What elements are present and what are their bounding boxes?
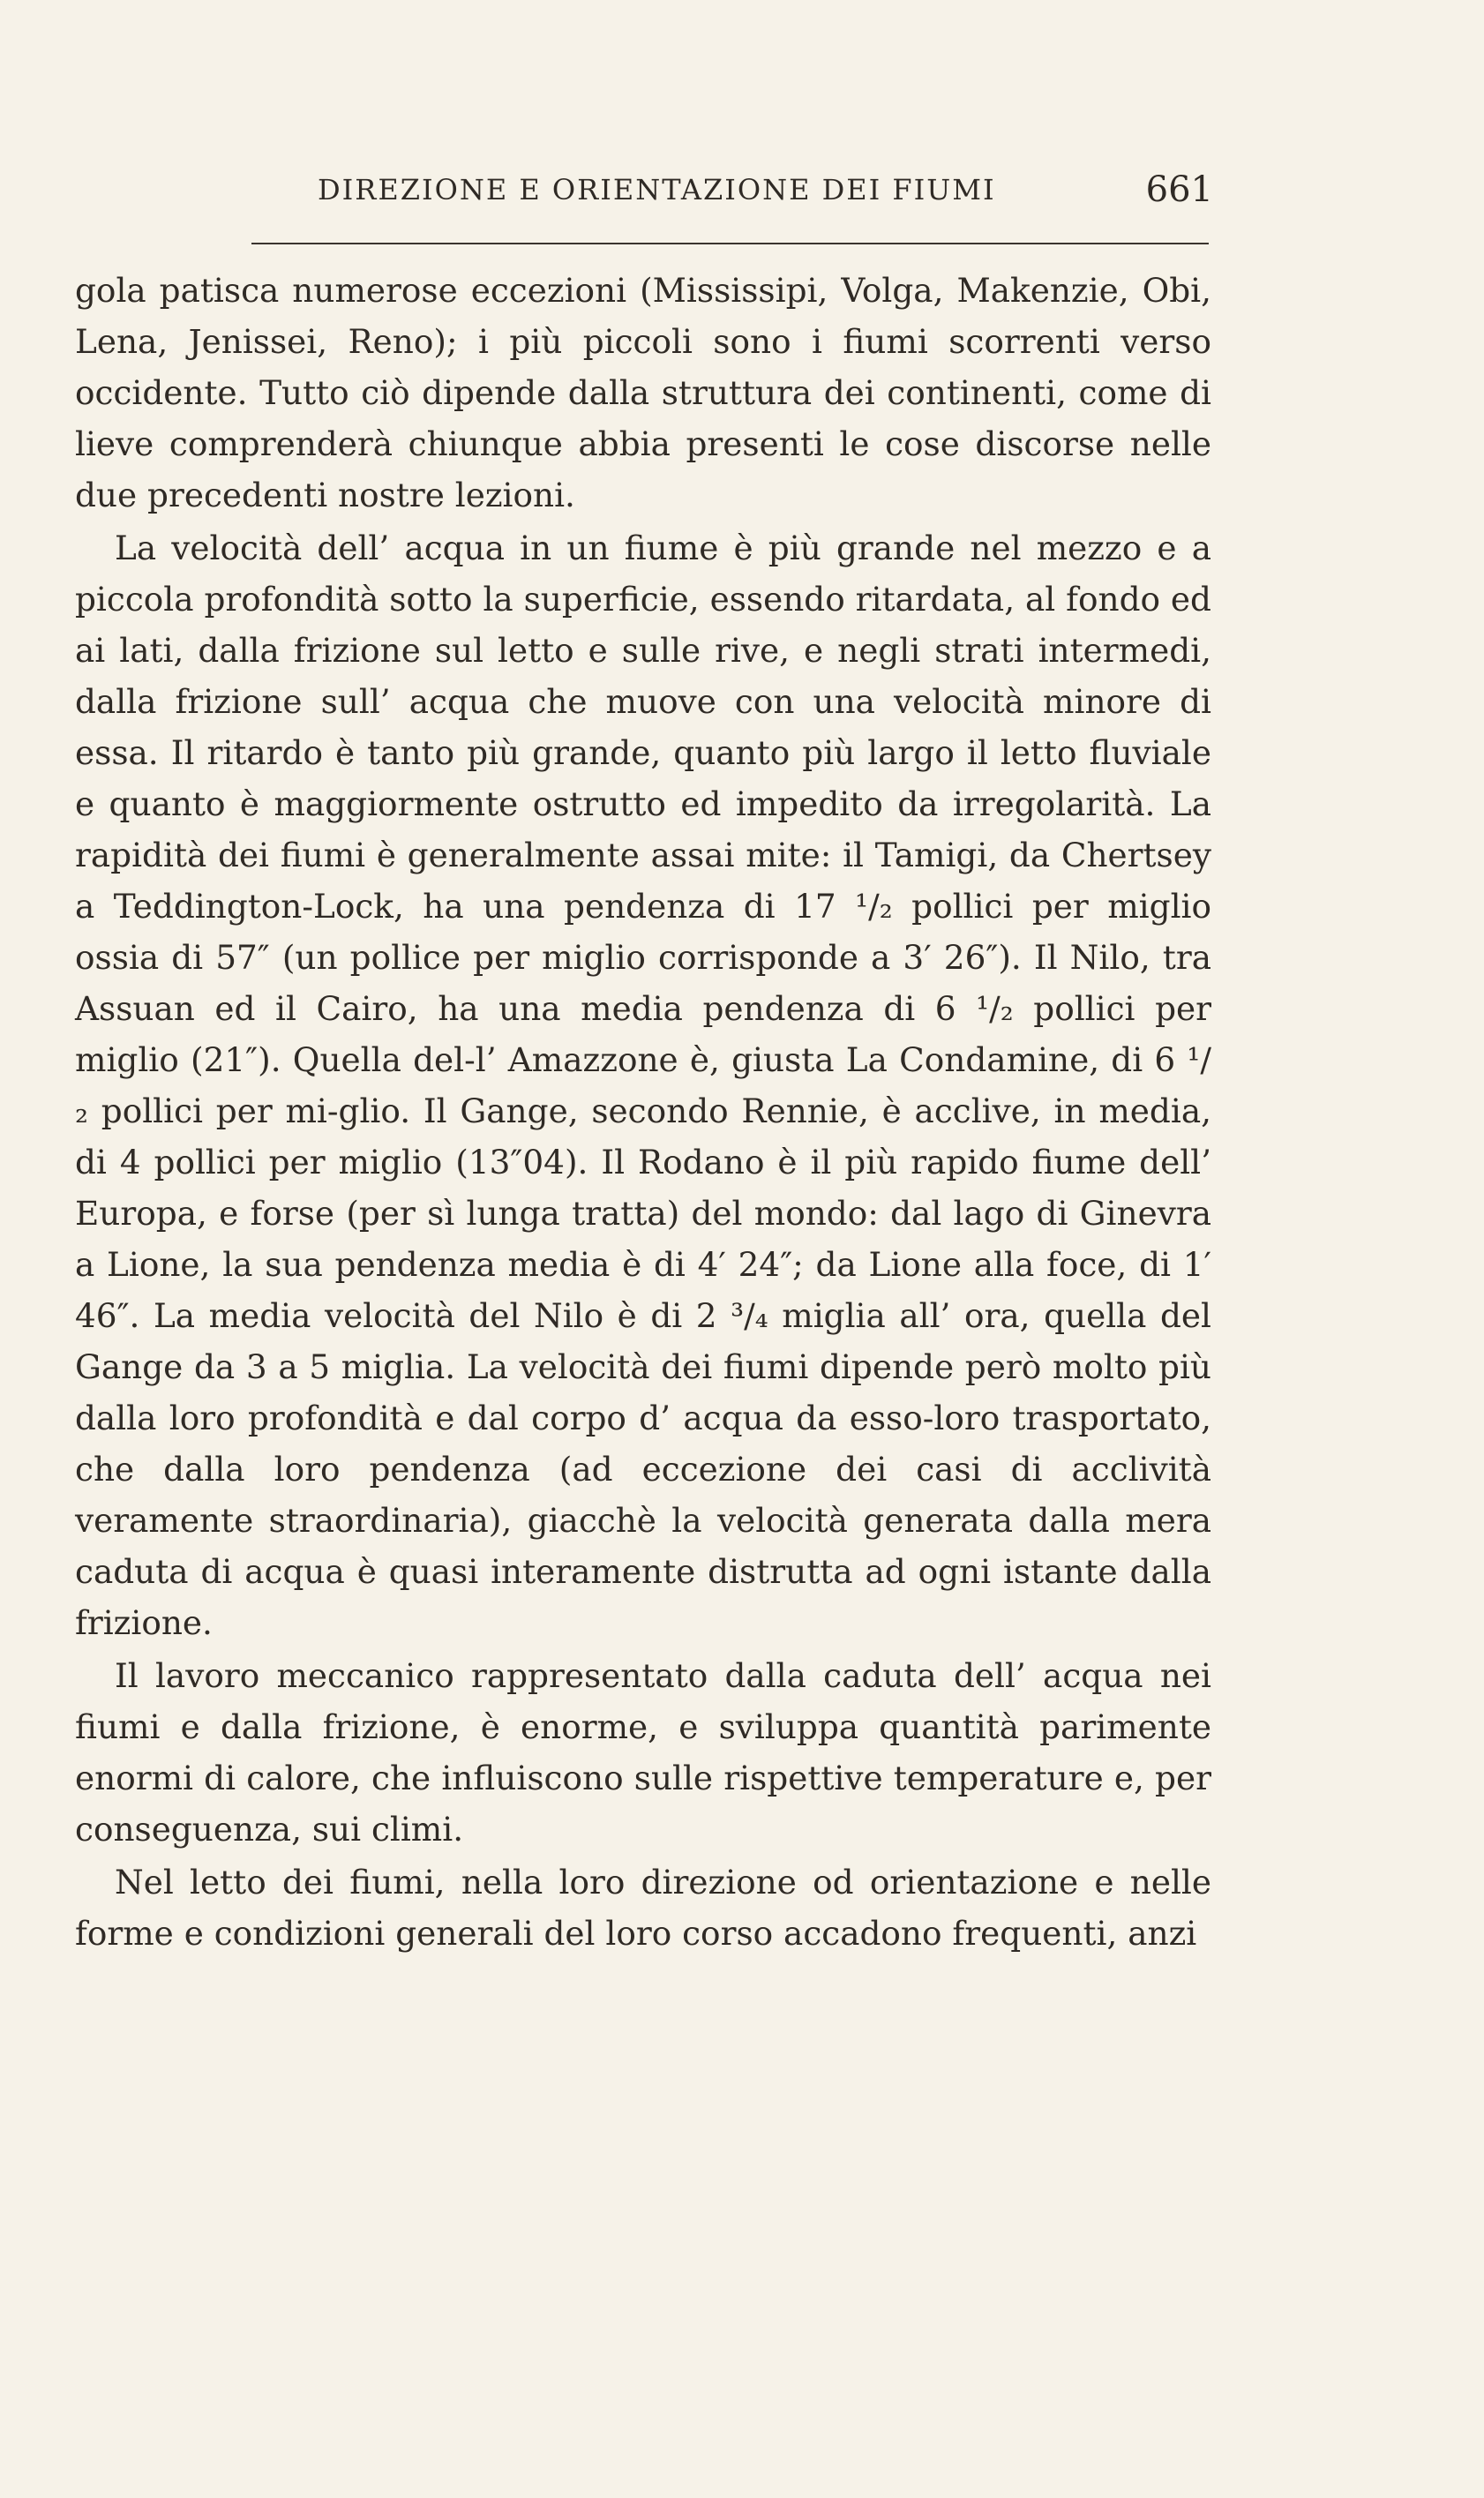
page-header <box>128 169 1213 226</box>
paragraph-3: Il lavoro meccanico rappresentato dalla caduta dell’ acqua nei fiumi e dalla frizione, è enorme, e sviluppa quantità parimente enormi di calore, che influiscono sulle rispettive temperature e, per conseguenza, sui climi. <box>75 1656 1211 1849</box>
header-rule <box>251 243 1209 244</box>
paragraph-4: Nel letto dei fiumi, nella loro direzione od orientazione e nelle forme e condizioni generali del loro corso accadono frequenti, anzi <box>75 1863 1211 1953</box>
page-number: 661 <box>1145 169 1213 210</box>
paragraph-1: gola patisca numerose eccezioni (Mississipi, Volga, Makenzie, Obi, Lena, Jenissei, Reno); i più piccoli sono i fiumi scorrenti verso occidente. Tutto ciò dipende dalla struttura dei continenti, come di lieve comprenderà chiunque abbia presenti le cose discorse nelle due precedenti nostre lezioni. <box>75 271 1211 514</box>
running-title: DIREZIONE E ORIENTAZIONE DEI FIUMI <box>318 173 996 206</box>
body-text <box>75 265 1211 1959</box>
paragraph-2: La velocità dell’ acqua in un fiume è più grande nel mezzo e a piccola profondità sotto la superficie, essendo ritardata, al fondo ed ai lati, dalla frizione sul letto e sulle rive, e negli strati intermedi, dalla frizione sull’ acqua che muove con una velocità minore di essa. Il ritardo è tanto più grande, quanto più largo il letto fluviale e quanto è maggiormente ostrutto ed impedito da irregolarità. La rapidità dei fiumi è generalmente assai mite: il Tamigi, da Chertsey a Teddington-Lock, ha una pendenza di 17 ¹/₂ pollici per miglio ossia di 57″ (un pollice per miglio corrisponde a 3′ 26″). Il Nilo, tra Assuan ed il Cairo, ha una media pendenza di 6 ¹/₂ pollici per miglio (21″). Quella del-l’ Amazzone è, giusta La Condamine, di 6 ¹/₂ pollici per mi-glio. Il Gange, secondo Rennie, è acclive, in media, di 4 pollici per miglio (13″04). Il Rodano è il più rapido fiume dell’ Europa, e forse (per sì lunga tratta) del mondo: dal lago di Ginevra a Lione, la sua pendenza media è di 4′ 24″; da Lione alla foce, di 1′ 46″. La media velocità del Nilo è di 2 ³/₄ miglia all’ ora, quella del Gange da 3 a 5 miglia. La velocità dei fiumi dipende però molto più dalla loro profondità e dal corpo d’ acqua da esso-loro trasportato, che dalla loro pendenza (ad eccezione dei casi di acclività veramente straordinaria), giacchè la velocità generata dalla mera caduta di acqua è quasi interamente distrutta ad ogni istante dalla frizione. <box>75 529 1211 1642</box>
